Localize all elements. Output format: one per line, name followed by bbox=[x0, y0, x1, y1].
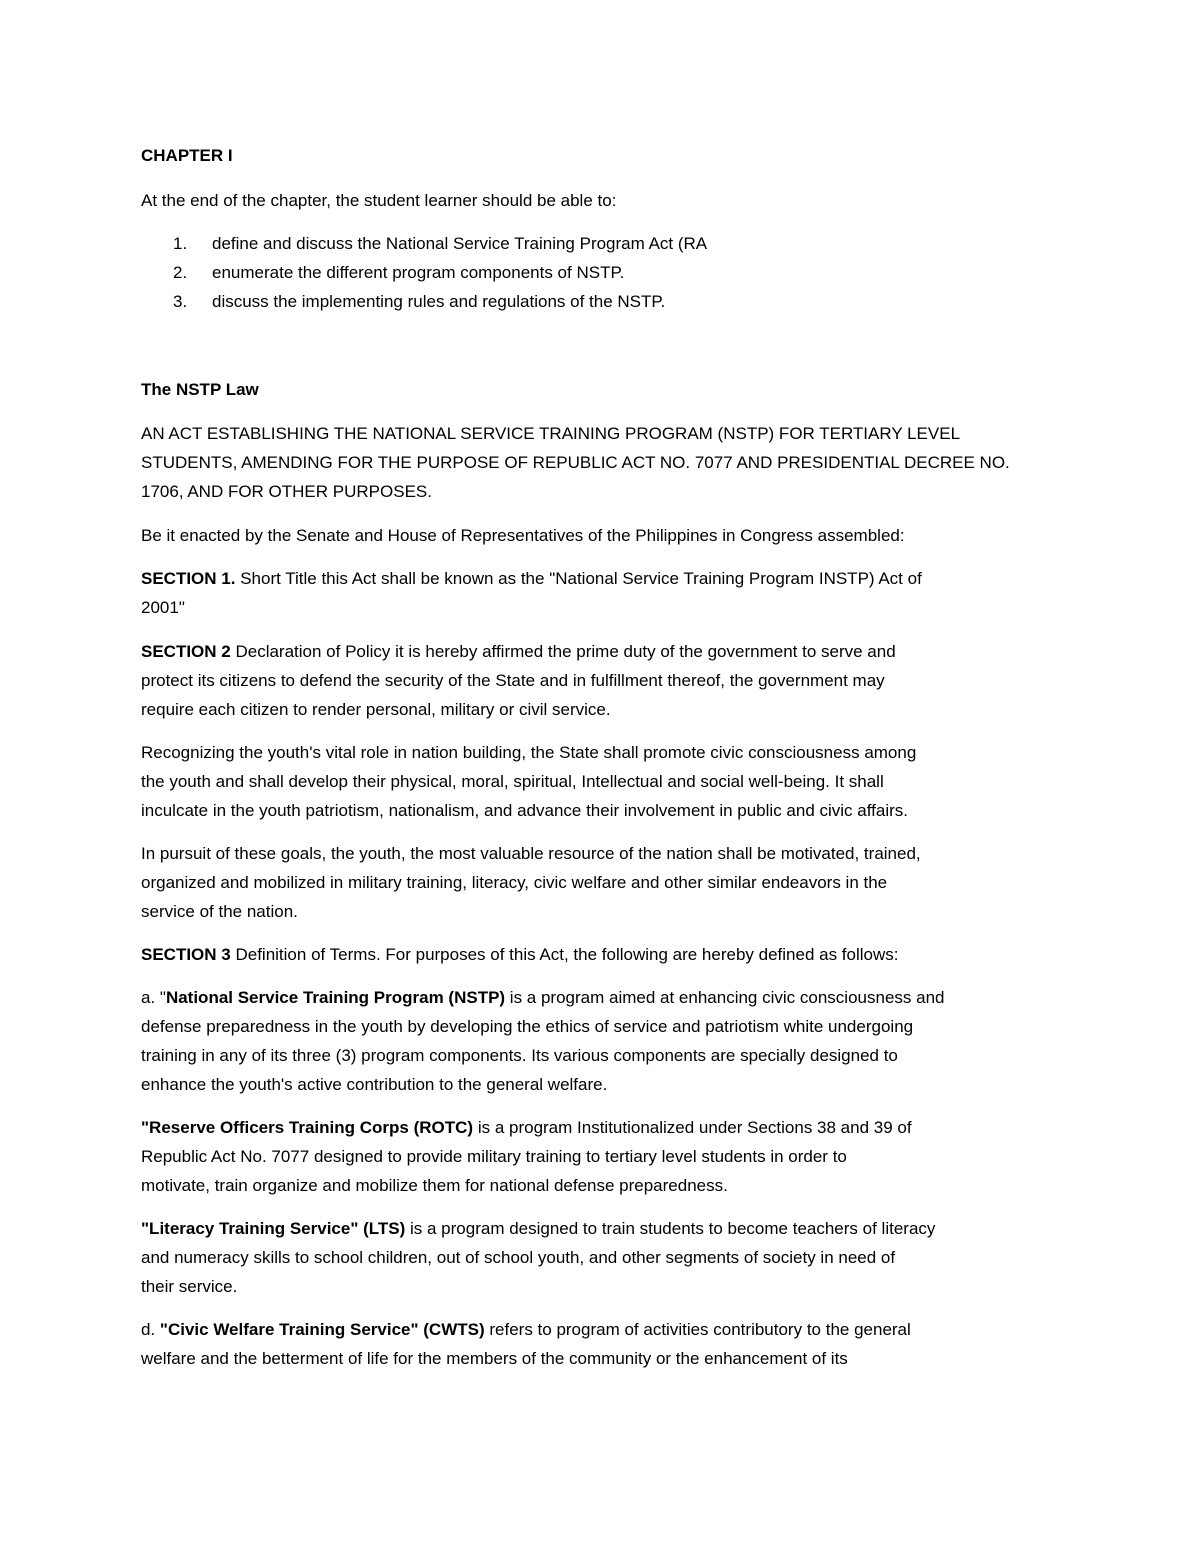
section-2-text-cont: protect its citizens to defend the security of the State and in fulfillment thereof, the government may bbox=[141, 671, 885, 690]
definition-term: "Reserve Officers Training Corps (ROTC) bbox=[141, 1118, 474, 1137]
definition-text-cont: defense preparedness in the youth by developing the ethics of service and patriotism white undergoing bbox=[141, 1017, 914, 1036]
definition-term: National Service Training Program (NSTP) bbox=[165, 988, 506, 1007]
definition-text-cont: enhance the youth's active contribution to the general welfare. bbox=[141, 1075, 608, 1094]
definition-text: is a program Institutionalized under Sections 38 and 39 of bbox=[473, 1118, 912, 1137]
definition-prefix: d. bbox=[141, 1320, 160, 1339]
definition-text-cont: and numeracy skills to school children, out of school youth, and other segments of society in need of bbox=[141, 1248, 896, 1267]
definition-prefix: a. " bbox=[141, 988, 166, 1007]
section-1-text: Short Title this Act shall be known as the "National Service Training Program INSTP) Act of bbox=[235, 569, 922, 588]
definition-text-cont: welfare and the betterment of life for the members of the community or the enhancement of its bbox=[141, 1349, 848, 1368]
act-title-line: 1706, AND FOR OTHER PURPOSES. bbox=[141, 482, 432, 501]
list-text: enumerate the different program components of NSTP. bbox=[212, 263, 625, 282]
act-title-line: AN ACT ESTABLISHING THE NATIONAL SERVICE TRAINING PROGRAM (NSTP) FOR TERTIARY LEVEL bbox=[141, 424, 961, 443]
definition-text-cont: training in any of its three (3) program components. Its various components are specially designed to bbox=[141, 1046, 898, 1065]
section-1-text-cont: 2001" bbox=[141, 598, 185, 617]
definition-term: "Literacy Training Service" (LTS) bbox=[141, 1219, 406, 1238]
definition-term: "Civic Welfare Training Service" (CWTS) bbox=[159, 1320, 485, 1339]
chapter-title: CHAPTER I bbox=[141, 146, 233, 165]
section-2-label: SECTION 2 bbox=[141, 642, 231, 661]
chapter-intro: At the end of the chapter, the student learner should be able to: bbox=[141, 191, 617, 210]
definition-text-cont: Republic Act No. 7077 designed to provide military training to tertiary level students in order to bbox=[141, 1147, 847, 1166]
definition-text: refers to program of activities contributory to the general bbox=[484, 1320, 911, 1339]
section-2 bbox=[141, 641, 896, 663]
section-3 bbox=[141, 944, 899, 966]
list-text: discuss the implementing rules and regulations of the NSTP. bbox=[212, 292, 666, 311]
definition-nstp bbox=[141, 987, 944, 1009]
list-number: 3. bbox=[173, 292, 188, 311]
enacting-clause: Be it enacted by the Senate and House of Representatives of the Philippines in Congress assembled: bbox=[141, 526, 905, 545]
definition-text: is a program aimed at enhancing civic consciousness and bbox=[505, 988, 945, 1007]
paragraph-goals: In pursuit of these goals, the youth, the most valuable resource of the nation shall be motivated, trained, bbox=[141, 844, 921, 863]
definition-cwts bbox=[141, 1319, 911, 1341]
paragraph-youth: the youth and shall develop their physical, moral, spiritual, Intellectual and social well-being. It shall bbox=[141, 772, 884, 791]
paragraph-goals: service of the nation. bbox=[141, 902, 298, 921]
law-heading: The NSTP Law bbox=[141, 380, 259, 399]
section-1 bbox=[141, 568, 922, 590]
list-text: define and discuss the National Service Training Program Act (RA bbox=[212, 234, 708, 253]
section-2-text-cont: require each citizen to render personal, military or civil service. bbox=[141, 700, 611, 719]
section-2-text: Declaration of Policy it is hereby affirmed the prime duty of the government to serve and bbox=[230, 642, 896, 661]
list-number: 2. bbox=[173, 263, 188, 282]
list-number: 1. bbox=[173, 234, 188, 253]
definition-text-cont: their service. bbox=[141, 1277, 238, 1296]
paragraph-youth: inculcate in the youth patriotism, nationalism, and advance their involvement in public and civic affairs. bbox=[141, 801, 908, 820]
definition-text: is a program designed to train students to become teachers of literacy bbox=[405, 1219, 936, 1238]
definition-rotc bbox=[141, 1117, 912, 1139]
definition-lts bbox=[141, 1218, 935, 1240]
definition-text-cont: motivate, train organize and mobilize them for national defense preparedness. bbox=[141, 1176, 728, 1195]
section-1-label: SECTION 1. bbox=[141, 569, 236, 588]
section-3-label: SECTION 3 bbox=[141, 945, 231, 964]
paragraph-youth: Recognizing the youth's vital role in nation building, the State shall promote civic consciousness among bbox=[141, 743, 917, 762]
act-title-line: STUDENTS, AMENDING FOR THE PURPOSE OF REPUBLIC ACT NO. 7077 AND PRESIDENTIAL DECREE NO. bbox=[141, 453, 1010, 472]
section-3-text: Definition of Terms. For purposes of this Act, the following are hereby defined as follows: bbox=[230, 945, 899, 964]
paragraph-goals: organized and mobilized in military training, literacy, civic welfare and other similar endeavors in the bbox=[141, 873, 888, 892]
